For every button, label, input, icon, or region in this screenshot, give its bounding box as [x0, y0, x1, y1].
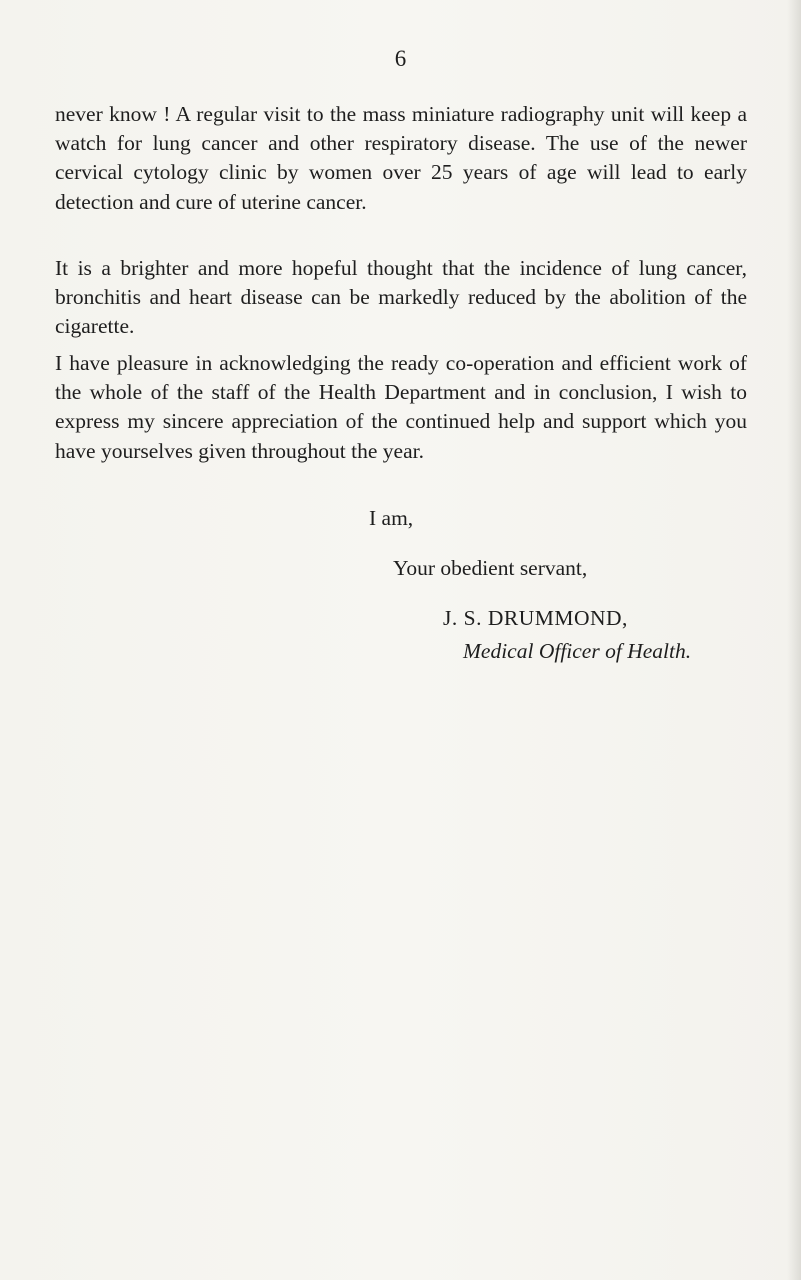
signatory-name: J. S. DRUMMOND,: [443, 606, 628, 630]
paragraph-radiography: never know ! A regular visit to the mass miniature radiography unit will keep a watch for lung cancer and other respiratory disease. The use of the newer cervical cytology clinic by women over 25 years of age will lead to early detection and cure of uterine cancer.: [55, 102, 747, 214]
page-edge-shadow: [787, 0, 801, 1280]
closing-salutation: I am,: [369, 506, 414, 530]
signatory-title: Medical Officer of Health.: [463, 639, 692, 663]
page-number: 6: [394, 46, 407, 71]
closing-valediction: Your obedient servant,: [393, 556, 588, 580]
paragraph-cigarette: It is a brighter and more hopeful thought that the incidence of lung cancer, bronchitis and heart disease can be markedly reduced by the abolition of the cigarette.: [55, 256, 747, 339]
paragraph-acknowledgement: I have pleasure in acknowledging the ready co-operation and efficient work of the whole of the staff of the Health Department and in conclusion, I wish to express my sincere appreciation of the continued help and support which you have yourselves given throughout the year.: [55, 351, 747, 463]
